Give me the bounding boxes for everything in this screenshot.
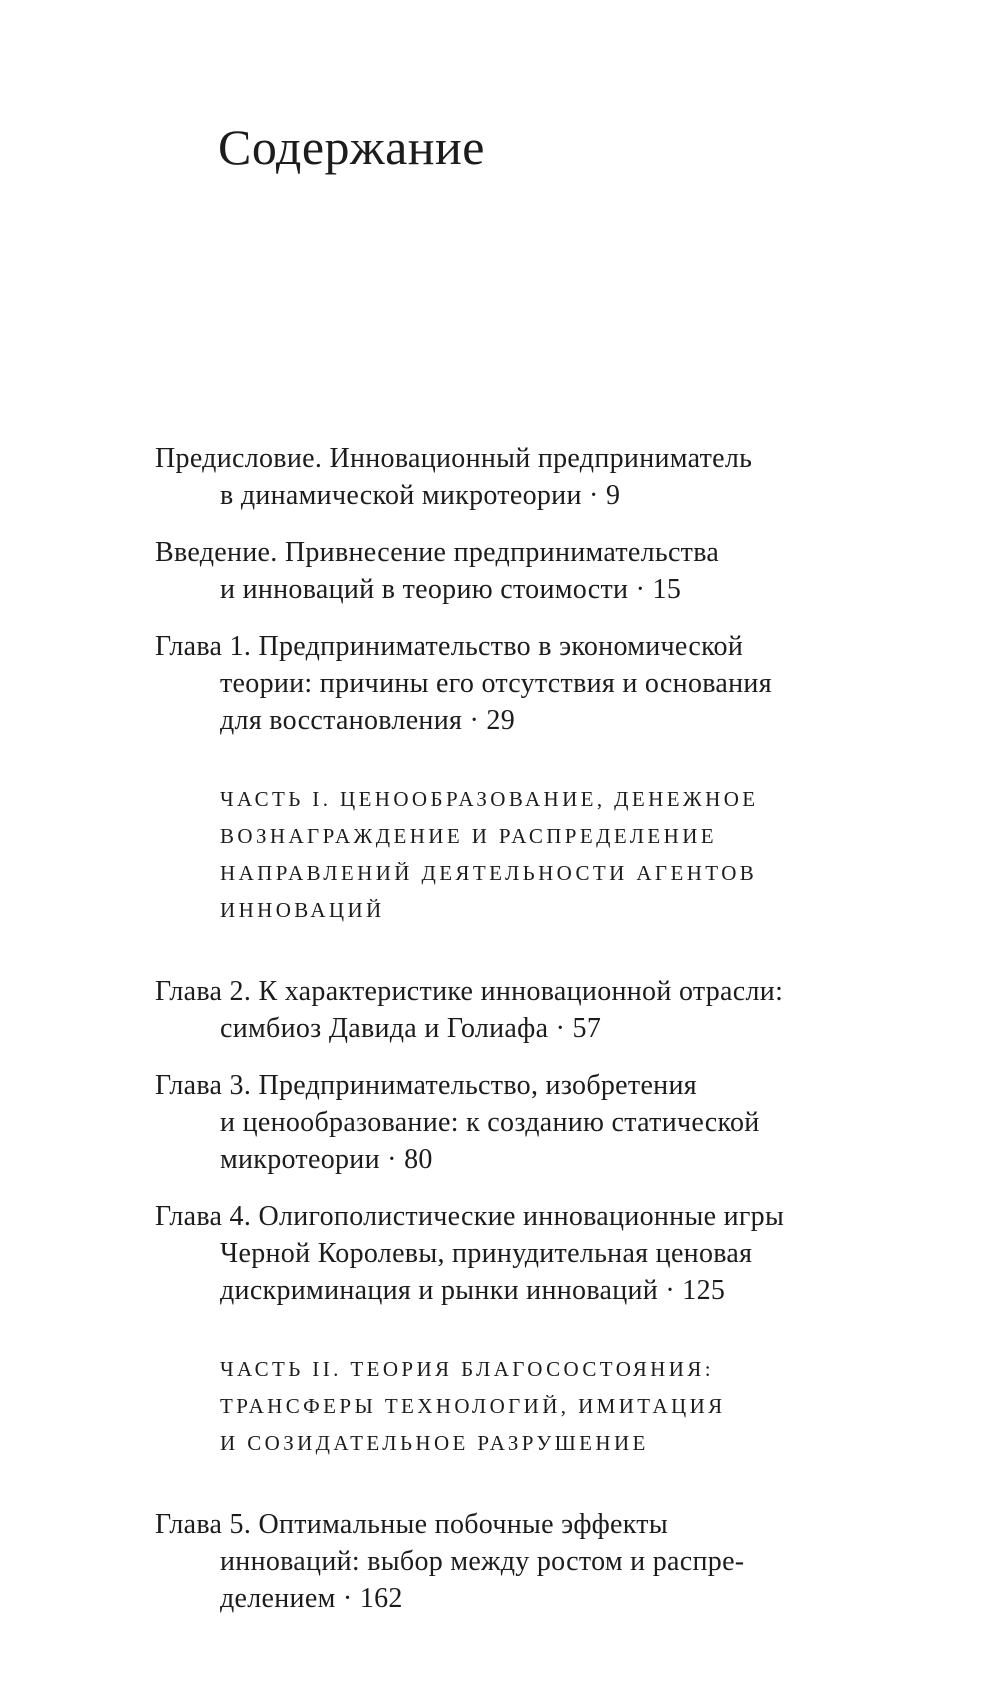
toc-line: симбиоз Давида и Голиафа · 57 bbox=[220, 1013, 602, 1044]
part-line: ВОЗНАГРАЖДЕНИЕ И РАСПРЕДЕЛЕНИЕ bbox=[220, 824, 718, 848]
toc-line: и ценообразование: к созданию статической bbox=[220, 1107, 760, 1138]
toc-line: Предисловие. Инновационный предприниматель bbox=[155, 443, 753, 474]
toc-entry-chapter-1 bbox=[155, 628, 895, 739]
part-line: ТРАНСФЕРЫ ТЕХНОЛОГИЙ, ИМИТАЦИЯ bbox=[220, 1394, 726, 1418]
toc-entry-chapter-5 bbox=[155, 1506, 895, 1617]
toc-line: в динамической микротеории · 9 bbox=[220, 480, 621, 511]
toc-line: Глава 3. Предпринимательство, изобретения bbox=[155, 1070, 697, 1101]
toc-line: и инноваций в теорию стоимости · 15 bbox=[220, 574, 682, 605]
toc-entry-chapter-3 bbox=[155, 1067, 895, 1178]
table-of-contents bbox=[155, 440, 895, 1637]
toc-part-2-heading bbox=[220, 1351, 895, 1462]
toc-line: делением · 162 bbox=[220, 1583, 403, 1614]
toc-line: Глава 1. Предпринимательство в экономической bbox=[155, 631, 744, 662]
part-line: НАПРАВЛЕНИЙ ДЕЯТЕЛЬНОСТИ АГЕНТОВ bbox=[220, 861, 758, 885]
toc-line: дискриминация и рынки инноваций · 125 bbox=[220, 1275, 726, 1306]
toc-line: микротеории · 80 bbox=[220, 1144, 433, 1175]
toc-part-1-heading bbox=[220, 781, 895, 929]
toc-line: теории: причины его отсутствия и основания bbox=[220, 668, 772, 699]
toc-line: Глава 5. Оптимальные побочные эффекты bbox=[155, 1509, 668, 1540]
toc-line: Черной Королевы, принудительная ценовая bbox=[220, 1238, 753, 1269]
toc-line: Глава 4. Олигополистические инновационные игры bbox=[155, 1201, 785, 1232]
toc-entry-chapter-4 bbox=[155, 1198, 895, 1309]
part-line: ЧАСТЬ II. ТЕОРИЯ БЛАГОСОСТОЯНИЯ: bbox=[220, 1357, 714, 1381]
part-line: И СОЗИДАТЕЛЬНОЕ РАЗРУШЕНИЕ bbox=[220, 1431, 649, 1455]
part-line: ИННОВАЦИЙ bbox=[220, 898, 385, 922]
page-title: Содержание bbox=[218, 119, 485, 175]
toc-line: инноваций: выбор между ростом и распре- bbox=[220, 1546, 745, 1577]
toc-entry-chapter-2 bbox=[155, 973, 895, 1047]
toc-line: для восстановления · 29 bbox=[220, 705, 515, 736]
toc-entry-preface bbox=[155, 440, 895, 514]
part-line: ЧАСТЬ I. ЦЕНООБРАЗОВАНИЕ, ДЕНЕЖНОЕ bbox=[220, 787, 759, 811]
toc-entry-introduction bbox=[155, 534, 895, 608]
toc-line: Глава 2. К характеристике инновационной отрасли: bbox=[155, 976, 784, 1007]
toc-line: Введение. Привнесение предпринимательства bbox=[155, 537, 720, 568]
